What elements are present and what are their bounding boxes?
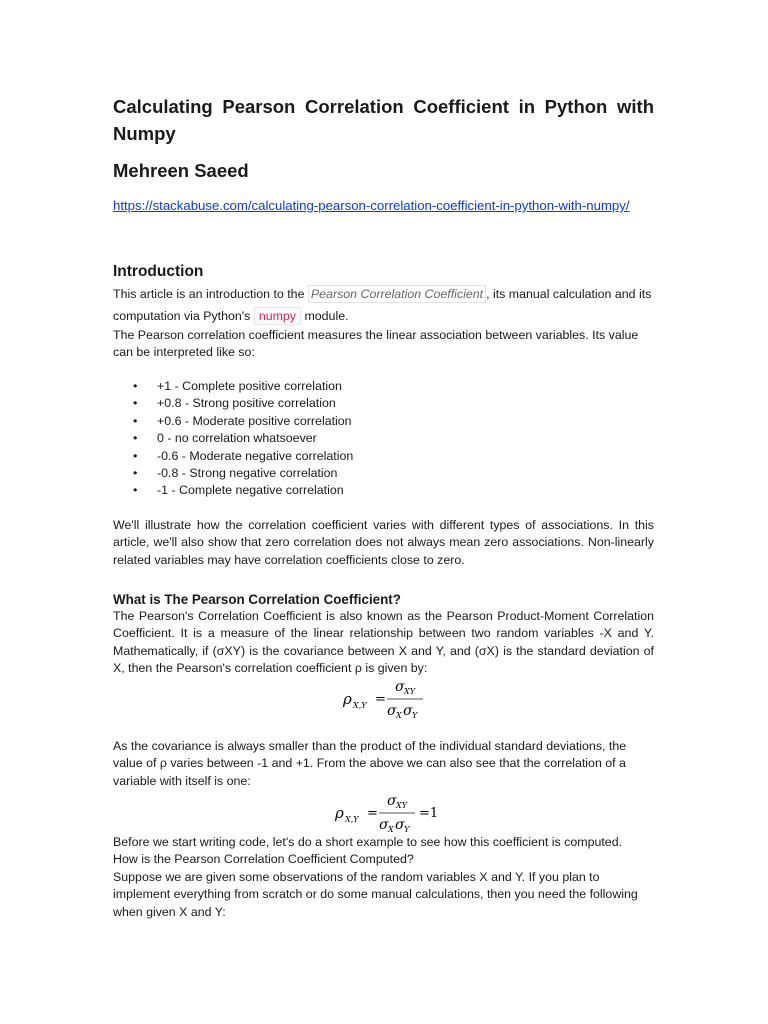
bullet-icon: •	[133, 483, 138, 498]
document-title: Calculating Pearson Correlation Coefficient in Python with Numpy	[113, 96, 654, 144]
what-is-heading: What is The Pearson Correlation Coefficient?	[113, 592, 401, 607]
introduction-heading: Introduction	[113, 263, 204, 280]
formula-denominator-sigma-y: σ	[403, 703, 413, 719]
intro-paragraph-1	[113, 283, 654, 327]
formula-denominator-subscript-y: Y	[412, 711, 418, 720]
list-item: • +1 - Complete positive correlation	[113, 378, 654, 395]
pearson-formula	[341, 676, 471, 722]
formula-rho: ρ	[343, 690, 352, 708]
list-item: • -0.6 - Moderate negative correlation	[113, 448, 654, 465]
computation-intro	[113, 834, 654, 921]
intro-text-before: This article is an introduction to the	[113, 287, 308, 301]
formula-denominator-subscript-x: X	[388, 825, 394, 834]
list-item: • +0.6 - Moderate positive correlation	[113, 413, 654, 430]
formula-numerator-sigma: σ	[387, 793, 397, 809]
formula-result: =1	[419, 806, 439, 821]
formula-numerator-subscript: XY	[396, 801, 407, 810]
list-item: • -0.8 - Strong negative correlation	[113, 465, 654, 482]
what-is-paragraph: The Pearson's Correlation Coefficient is also known as the Pearson Product-Moment Correlation Coefficient. It is a measure of the linear relationship between two random variables -X and Y. Mathematically, if (σXY) is the covariance between X and Y, and (σX) is the standard deviation of X, then the Pearson's correlation coefficient ρ is given by:	[113, 609, 654, 676]
bullet-icon: •	[133, 379, 138, 393]
formula-rho-subscript: X,Y	[345, 815, 359, 824]
computation-line-2: How is the Pearson Correlation Coefficient Computed?	[113, 852, 414, 867]
bullet-icon: •	[133, 431, 138, 446]
intro-paragraph-2: The Pearson correlation coefficient measures the linear association between variables. Its value can be interpreted like so:	[113, 328, 639, 360]
intro-text-middle: , its manual calculation and its computation via Python's	[113, 287, 652, 323]
formula-rho: ρ	[335, 804, 344, 822]
computation-line-3: Suppose we are given some observations of the random variables X and Y. If you plan to implement everything from scratch or do some manual calculations, then you need the following when given X and Y:	[113, 869, 638, 919]
covariance-paragraph: As the covariance is always smaller than the product of the individual standard deviations, the value of ρ varies between -1 and +1. From the above we can also see that the correlation of a variable with itself is one:	[113, 739, 627, 788]
formula-denominator-subscript-y: Y	[404, 825, 410, 834]
formula-equals: =	[367, 806, 378, 821]
formula-rho-subscript: X,Y	[353, 701, 367, 710]
formula-numerator-subscript: XY	[404, 687, 415, 696]
intro-text-after: module.	[301, 309, 349, 323]
bullet-icon: •	[133, 396, 138, 411]
list-item: • +0.8 - Strong positive correlation	[113, 395, 654, 412]
author-name: Mehreen Saeed	[113, 160, 249, 181]
self-correlation-formula	[333, 790, 473, 836]
intro-paragraph-3: We'll illustrate how the correlation coefficient varies with different types of associations. In this article, we'll also show that zero correlation does not always mean zero associations. Non-linearly related variables may have correlation coefficients close to zero.	[113, 518, 654, 567]
inline-code-numpy: numpy	[254, 307, 301, 325]
inline-term-pearson: Pearson Correlation Coefficient	[308, 285, 486, 303]
formula-denominator-sigma-y: σ	[395, 817, 405, 833]
formula-denominator-sigma-x: σ	[379, 817, 389, 833]
list-item: • 0 - no correlation whatsoever	[113, 430, 654, 447]
formula-equals: =	[375, 692, 386, 707]
formula-denominator-subscript-x: X	[396, 711, 402, 720]
bullet-icon: •	[133, 448, 138, 463]
bullet-icon: •	[133, 413, 138, 428]
formula-numerator-sigma: σ	[395, 679, 405, 695]
computation-line-1: Before we start writing code, let's do a short example to see how this coefficient is computed.	[113, 835, 623, 849]
correlation-scale-list	[113, 378, 654, 500]
formula-denominator-sigma-x: σ	[387, 703, 397, 719]
list-item: • -1 - Complete negative correlation	[113, 482, 654, 499]
bullet-icon: •	[133, 466, 138, 481]
source-link[interactable]: https://stackabuse.com/calculating-pearson-correlation-coefficient-in-python-with-numpy/	[113, 198, 630, 213]
